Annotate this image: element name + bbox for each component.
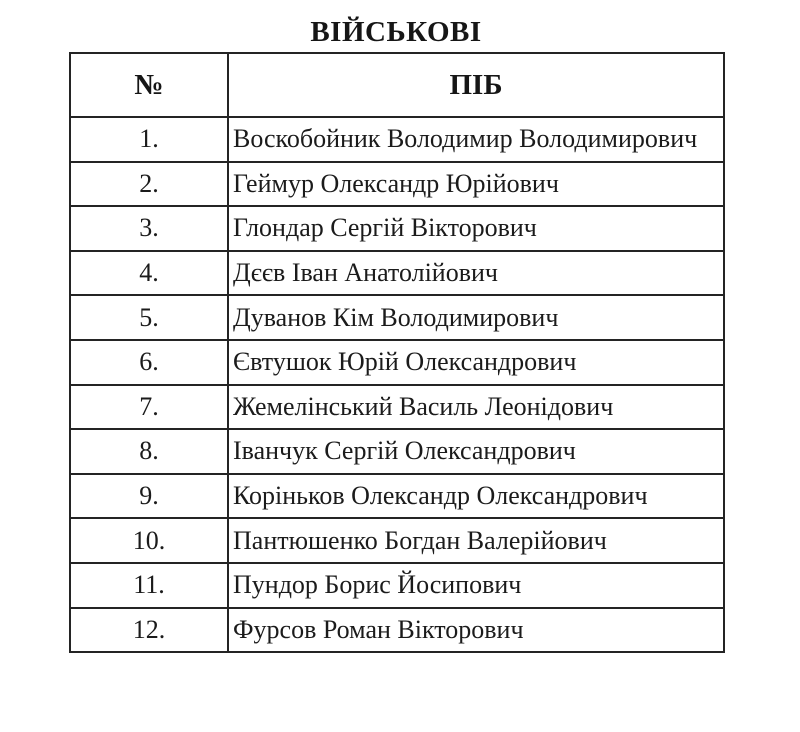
row-number-cell: 4. — [70, 251, 228, 296]
table-row — [70, 206, 724, 251]
page-title: ВІЙСЬКОВІ — [310, 16, 482, 48]
table-row — [70, 608, 724, 653]
row-name-cell: Воскобойник Володимир Володимирович — [228, 117, 724, 162]
row-name-cell: Геймур Олександр Юрійович — [228, 162, 724, 207]
table-row — [70, 563, 724, 608]
table-row — [70, 385, 724, 430]
row-name-cell: Дєєв Іван Анатолійович — [228, 251, 724, 296]
header-row — [70, 53, 724, 117]
row-number-cell: 9. — [70, 474, 228, 519]
row-number-cell: 3. — [70, 206, 228, 251]
table-row — [70, 518, 724, 563]
table-row — [70, 474, 724, 519]
column-header-name: ПІБ — [228, 53, 724, 117]
table-row — [70, 117, 724, 162]
row-name-cell: Дуванов Кім Володимирович — [228, 295, 724, 340]
row-number-cell: 7. — [70, 385, 228, 430]
row-name-cell: Пантюшенко Богдан Валерійович — [228, 518, 724, 563]
row-number-cell: 5. — [70, 295, 228, 340]
table-row — [70, 251, 724, 296]
row-number-cell: 8. — [70, 429, 228, 474]
row-name-cell: Коріньков Олександр Олександрович — [228, 474, 724, 519]
row-number-cell: 12. — [70, 608, 228, 653]
row-number-cell: 10. — [70, 518, 228, 563]
row-number-cell: 1. — [70, 117, 228, 162]
column-header-number: № — [70, 53, 228, 117]
table-row — [70, 340, 724, 385]
row-name-cell: Глондар Сергій Вікторович — [228, 206, 724, 251]
table-header — [70, 53, 724, 117]
military-roster-table — [69, 52, 725, 653]
row-number-cell: 2. — [70, 162, 228, 207]
row-name-cell: Жемелінський Василь Леонідович — [228, 385, 724, 430]
table-row — [70, 295, 724, 340]
row-name-cell: Фурсов Роман Вікторович — [228, 608, 724, 653]
table-row — [70, 162, 724, 207]
row-name-cell: Іванчук Сергій Олександрович — [228, 429, 724, 474]
row-number-cell: 11. — [70, 563, 228, 608]
row-number-cell: 6. — [70, 340, 228, 385]
table-row — [70, 429, 724, 474]
row-name-cell: Пундор Борис Йосипович — [228, 563, 724, 608]
table-body — [70, 117, 724, 652]
row-name-cell: Євтушок Юрій Олександрович — [228, 340, 724, 385]
